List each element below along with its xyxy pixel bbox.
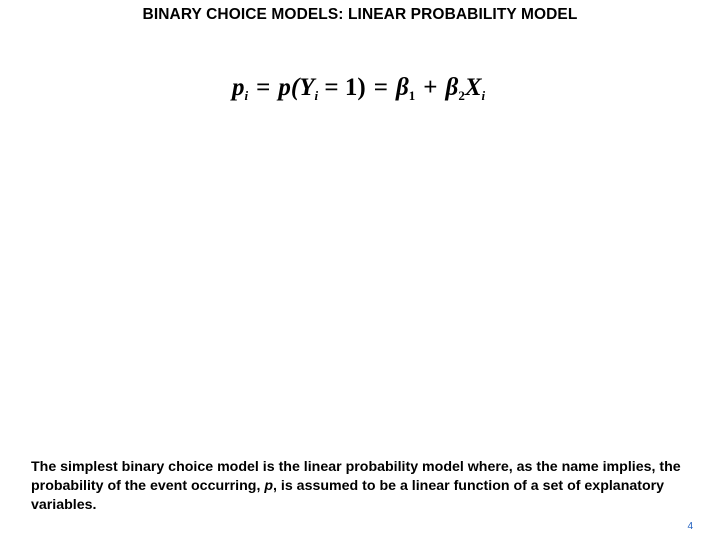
lpm-equation	[232, 66, 485, 110]
formula-equals-1: =	[256, 74, 271, 101]
caption-var-p: p	[264, 478, 274, 494]
formula-eq-one: = 1)	[318, 74, 366, 101]
slide-title: BINARY CHOICE MODELS: LINEAR PROBABILITY MODEL	[142, 6, 578, 23]
formula-beta2: β	[445, 74, 459, 101]
formula-p: p	[232, 74, 245, 101]
formula-plus: +	[423, 74, 438, 101]
caption-part2: , is assumed to be a linear function of a set of explanatory variables.	[31, 478, 665, 513]
formula-X: X	[464, 74, 482, 101]
caption-part1: The simplest binary choice model is the linear probability model where, as the name implies, the probability of the event occurring,	[31, 459, 681, 494]
formula-Y: Y	[299, 74, 315, 101]
formula-sub-1: 1	[408, 88, 416, 103]
formula-p-func: p(	[278, 74, 300, 101]
formula-equals-2: =	[373, 74, 388, 101]
formula-sub-i: i	[244, 88, 249, 103]
slide-caption	[31, 458, 701, 515]
formula-sub-2: 2	[458, 88, 465, 103]
formula-sub-i-2: i	[314, 88, 319, 103]
page-number: 4	[687, 521, 693, 532]
formula-beta1: β	[395, 74, 409, 101]
formula-sub-i-3: i	[481, 88, 486, 103]
